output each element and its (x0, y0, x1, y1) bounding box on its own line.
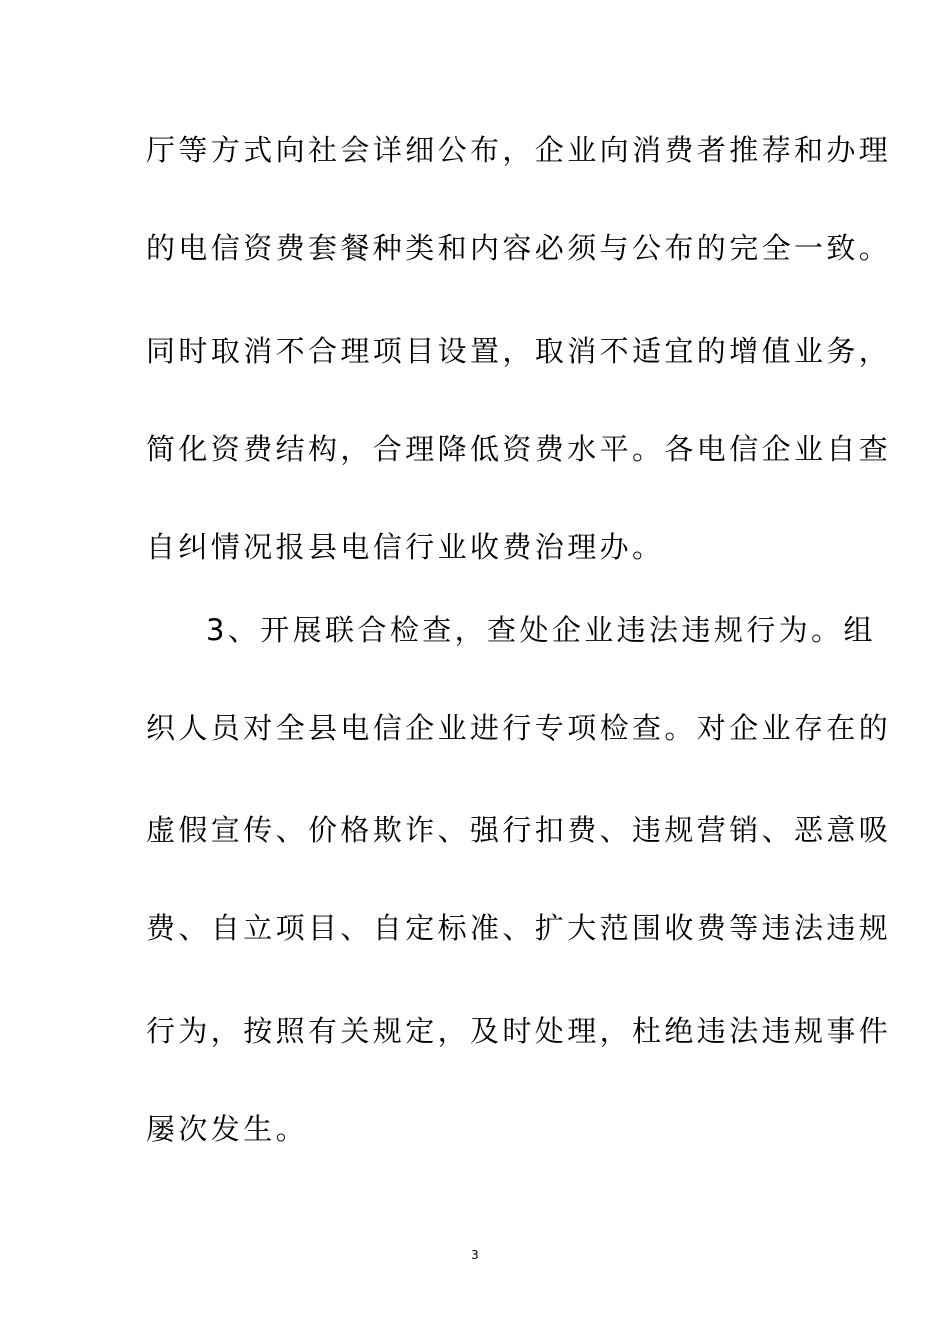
text-line-2: 的电信资费套餐种类和内容必须与公布的完全一致。 (146, 231, 892, 265)
text-line-9: 费、自立项目、自定标准、扩大范围收费等违法违规 (146, 911, 892, 945)
text-line-4: 简化资费结构，合理降低资费水平。各电信企业自查 (146, 432, 892, 466)
text-line-1: 厅等方式向社会详细公布，企业向消费者推荐和办理 (146, 133, 892, 167)
text-line-11: 屡次发生。 (146, 1112, 309, 1146)
text-line-3: 同时取消不合理项目设置，取消不适宜的增值业务， (146, 334, 892, 368)
page-number: 3 (471, 1248, 479, 1262)
text-line-10: 行为，按照有关规定，及时处理，杜绝违法违规事件 (146, 1014, 892, 1048)
text-line-6: 3、开展联合检查，查处企业违法违规行为。组 (206, 613, 876, 647)
text-line-8: 虚假宣传、价格欺诈、强行扣费、违规营销、恶意吸 (146, 813, 892, 847)
text-line-7: 织人员对全县电信企业进行专项检查。对企业存在的 (146, 711, 892, 745)
text-line-5: 自纠情况报县电信行业收费治理办。 (146, 530, 665, 564)
